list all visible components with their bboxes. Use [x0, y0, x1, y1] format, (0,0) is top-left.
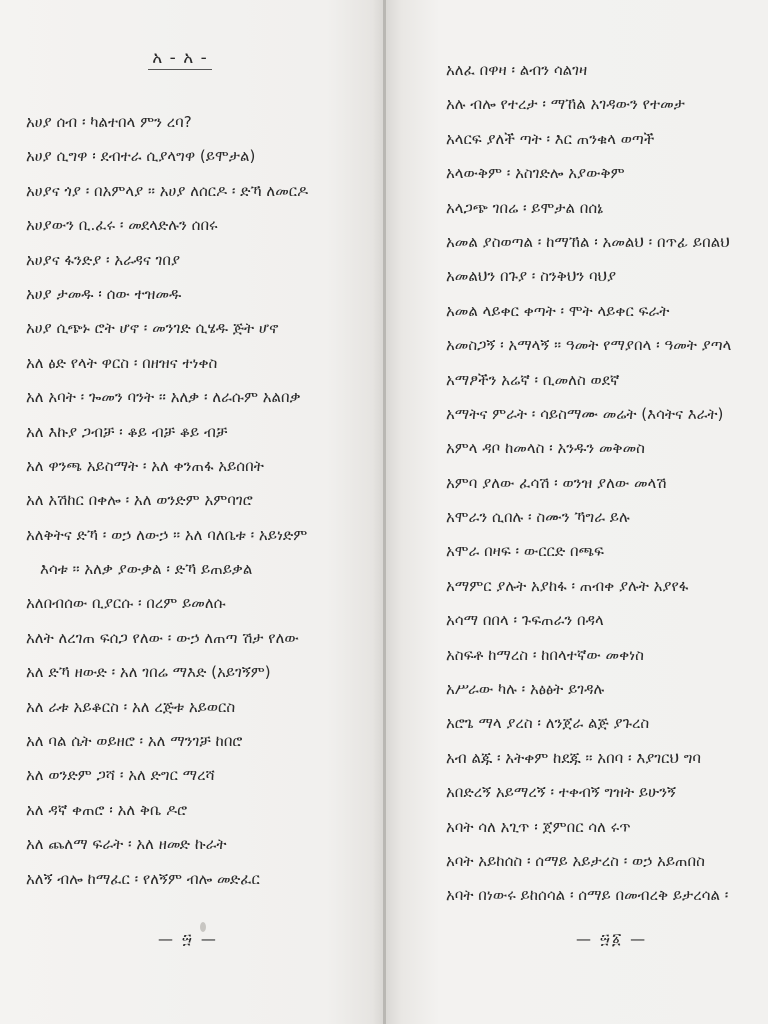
proverb-line: አመስጋኝ ፡ አማላኝ ። ዓመት የማያበላ ፡ ዓመት ያጣላ: [446, 336, 732, 355]
proverb-line: አለቅትና ድኻ ፡ ወኃ ለውኃ ። አለ ባለቤቱ ፡ አይነድም: [26, 525, 308, 544]
proverb-line: አለ እኩያ ጋብቻ ፡ ቆይ ብቻ ቆይ ብቻ: [26, 422, 228, 441]
proverb-line: አመል ላይቀር ቀጣት ፡ ሞት ላይቀር ፍራት: [446, 301, 670, 320]
proverb-line-continuation: እሳቱ ። አለቃ ያውቃል ፡ ድኻ ይጠይቃል: [40, 560, 253, 579]
proverb-line: አባት በነውሩ ይከሰሳል ፡ ሰማይ በመብረቅ ይታረሳል ፡: [446, 886, 729, 905]
proverb-line: አሉ ብሎ የተረታ ፡ ማኸል አገዳውን የተመታ: [446, 95, 685, 114]
proverb-line: አባት አይከሰስ ፡ ሰማይ አይታረስ ፡ ወኃ አይጠበስ: [446, 851, 705, 870]
proverb-line: አለ ጨለማ ፍራት ፡ አለ ዘመድ ኩራት: [26, 835, 227, 854]
proverb-line: አለት ለረገጠ ፍሰጋ የለው ፡ ውኃ ለጠጣ ሽታ የለው: [26, 628, 299, 647]
proverb-line: አለ ድኻ ዘውድ ፡ አለ ገበሬ ማእድ (አይገኝም): [26, 663, 271, 682]
proverb-line: አለበብሰው ቢያርሱ ፡ በረም ይመለሱ: [26, 594, 226, 613]
proverb-line: አለኝ ብሎ ከማፈር ፡ የለኝም ብሎ መድፈር: [26, 869, 260, 888]
proverb-line: አለ አሽከር በቀሎ ፡ አለ ወንድም አምባገሮ: [26, 491, 253, 510]
proverb-line: አሀያ ታመዱ ፡ ሰው ተዝመዱ: [26, 284, 182, 303]
proverb-line: አሀያ ሰብ ፡ ካልተበላ ምን ረባ?: [26, 113, 192, 131]
proverb-line: አለ ፅድ የላት ዋርስ ፡ በዘዝና ተነቀስ: [26, 353, 218, 372]
right-page: [386, 0, 768, 1024]
proverb-line: አላርፍ ያለች ጣት ፡ እር ጠንቁላ ወጣች: [446, 129, 655, 148]
proverb-line: አምባ ያለው ፈሳሽ ፡ ወንዝ ያለው መላሽ: [446, 473, 667, 492]
page-number-left: — ፵ —: [158, 930, 218, 948]
proverb-line: አሀያ ሲጭኑ ሮት ሆኖ ፡ መንገድ ሲሄዱ ጅት ሆኖ: [26, 319, 279, 338]
right-proverb-list: [446, 53, 762, 913]
proverb-line: አሀያና ጎያ ፡ በአምላያ ። አሀያ ለሰርዶ ፡ ድኻ ለመርዶ: [26, 181, 309, 200]
proverb-line: አሳማ በበላ ፡ ጉፍጠራን በዳላ: [446, 611, 604, 630]
section-title-text: አ - አ -: [148, 48, 211, 70]
proverb-line: አሀያ ሲግዋ ፡ ደብተራ ሲያላግዋ (ይሞታል): [26, 147, 256, 166]
proverb-line: አለፈ በዋዛ ፡ ልብን ሳልገዛ: [446, 61, 588, 79]
proverb-line: አለ ዋንጫ አይስማት ፡ አለ ቀንጠፋ አይሰበት: [26, 456, 264, 475]
proverb-line: አሀያውን ቢ.ፈሩ ፡ መደላድሉን ሰበሩ: [26, 216, 218, 235]
proverb-line: አበድረኝ አይማረኝ ፡ ተቀብኝ ግዝት ይሁንኝ: [446, 783, 677, 802]
proverb-line: አብ ልጁ ፡ አትቀም ከደጁ ። አበባ ፡ እያገርህ ግባ: [446, 748, 701, 767]
proverb-line: አሞራን ሲበሉ ፡ ስሙን ኻግራ ይሉ: [446, 508, 630, 527]
proverb-line: አመል ያስወጣል ፡ ከማኸል ፡ አመልህ ፡ በጥፊ ይበልህ: [446, 232, 730, 251]
page-number-right: — ፵፩ —: [576, 930, 648, 948]
proverb-line: አማፆችን አሬኛ ፡ ቢመለስ ወደኛ: [446, 370, 620, 389]
proverb-line: አሥራው ካሉ ፡ አፅፅት ይገዳሉ: [446, 680, 605, 699]
proverb-line: አሀያና ፋንድያ ፡ አራዳና ገበያ: [26, 250, 181, 269]
proverb-line: አለ አባት ፡ ጐመን ባንት ፡፡ አለቃ ፡ ለራሱም አልበቃ: [26, 388, 301, 407]
proverb-line: አላውቅም ፡ አስገድሎ አያውቅም: [446, 164, 625, 183]
proverb-line: አሞራ በዛፍ ፡ ውርርድ በጫፍ: [446, 542, 604, 561]
proverb-line: አማምር ያሉት አያከፋ ፡ ጠብቀ ያሉት አያየፋ: [446, 576, 689, 595]
proverb-line: አላጋጭ ገበሬ ፡ ይሞታል በሰኔ: [446, 198, 604, 217]
proverb-line: አሮጌ ማላ ያረስ ፡ ለንጀራ ልጅ ያጉረስ: [446, 714, 650, 733]
proverb-line: አመልህን በጉያ ፡ ስንቅህን ባህያ: [446, 267, 617, 286]
proverb-line: አማትና ምራት ፡ ሳይስማሙ መሬት (እሳትና እራት): [446, 404, 724, 423]
proverb-line: አለ ራቱ አይቆርስ ፡ አለ ረጅቱ አይወርስ: [26, 697, 236, 716]
section-title: [0, 48, 360, 68]
proverb-line: አባት ሳለ አጊጥ ፡ ጀምበር ሳለ ሩጥ: [446, 817, 631, 836]
proverb-line: አለ ዳኛ ቀጠሮ ፡ አለ ቅቤ ዶሮ: [26, 800, 188, 819]
proverb-line: አለ ባል ሴት ወይዘሮ ፡ አለ ማንገቻ ከበሮ: [26, 732, 243, 751]
proverb-line: አስፍቶ ከማረስ ፡ ከበላተኛው መቀነስ: [446, 645, 644, 664]
proverb-line: አለ ወንድም ጋሻ ፡ አለ ድግር ማረሻ: [26, 766, 215, 785]
left-proverb-list: [26, 105, 376, 896]
proverb-line: አምላ ዳቦ ከመላስ ፡ አንዱን መቅመስ: [446, 439, 645, 458]
